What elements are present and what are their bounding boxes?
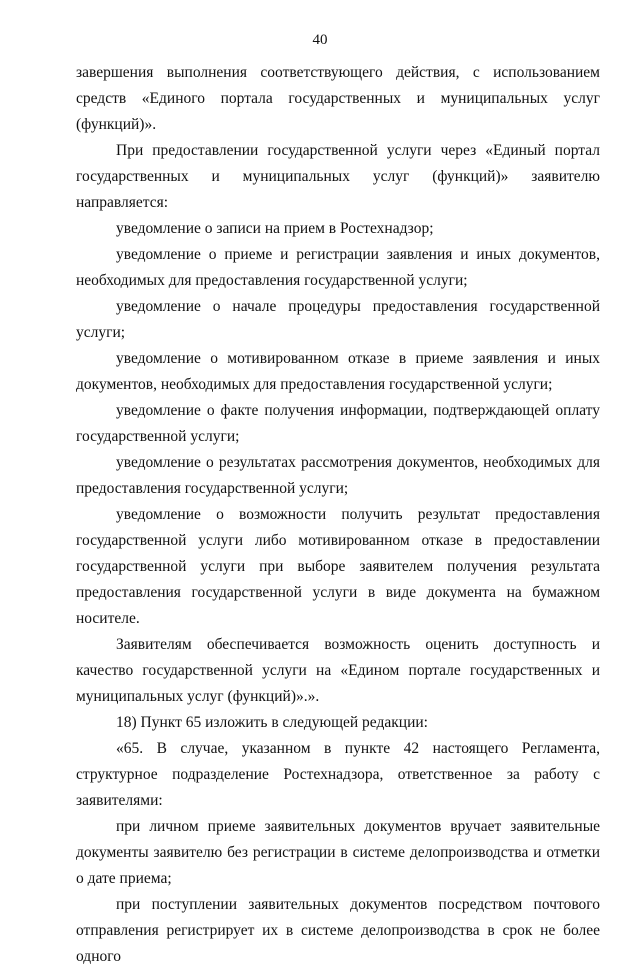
paragraph-list-item: уведомление о возможности получить результат предоставления государственной услуги либо мотивированном отказе в предоставлении государственной услуги при выборе заявителем получения результата предоставления государственной услуги в виде документа на бумажном носителе. <box>76 506 600 627</box>
paragraph-list-item: уведомление о начале процедуры предоставления государственной услуги; <box>76 298 600 341</box>
paragraph-list-item: уведомление о записи на прием в Ростехнадзор; <box>116 220 434 237</box>
paragraph-list-item: при личном приеме заявительных документов вручает заявительные документы заявителю без регистрации в системе делопроизводства и отметки о дате приема; <box>76 818 600 887</box>
paragraph-quality-assessment: Заявителям обеспечивается возможность оценить доступность и качество государственной услуги на «Едином портале государственных и муниципальных услуг (функций)».». <box>76 636 600 705</box>
document-body <box>76 60 600 970</box>
paragraph-list-item: уведомление о факте получения информации, подтверждающей оплату государственной услуги; <box>76 402 600 445</box>
paragraph-list-item: при поступлении заявительных документов посредством почтового отправления регистрирует их в системе делопроизводства в срок не более одного <box>76 896 600 965</box>
paragraph-list-item: уведомление о приеме и регистрации заявления и иных документов, необходимых для предоставления государственной услуги; <box>76 246 600 289</box>
paragraph-continuation: завершения выполнения соответствующего действия, с использованием средств «Единого портала государственных и муниципальных услуг (функций)». <box>76 64 600 133</box>
paragraph-list-item: уведомление о мотивированном отказе в приеме заявления и иных документов, необходимых для предоставления государственной услуги; <box>76 350 600 393</box>
paragraph-intro-notifications: При предоставлении государственной услуги через «Единый портал государственных и муниципальных услуг (функций)» заявителю направляется: <box>76 142 600 211</box>
paragraph-amendment-heading: 18) Пункт 65 изложить в следующей редакции: <box>116 714 428 731</box>
page-number: 40 <box>312 32 328 48</box>
paragraph-point-65: «65. В случае, указанном в пункте 42 настоящего Регламента, структурное подразделение Ростехнадзора, ответственное за работу с заявителями: <box>76 740 600 809</box>
paragraph-list-item: уведомление о результатах рассмотрения документов, необходимых для предоставления государственной услуги; <box>76 454 600 497</box>
